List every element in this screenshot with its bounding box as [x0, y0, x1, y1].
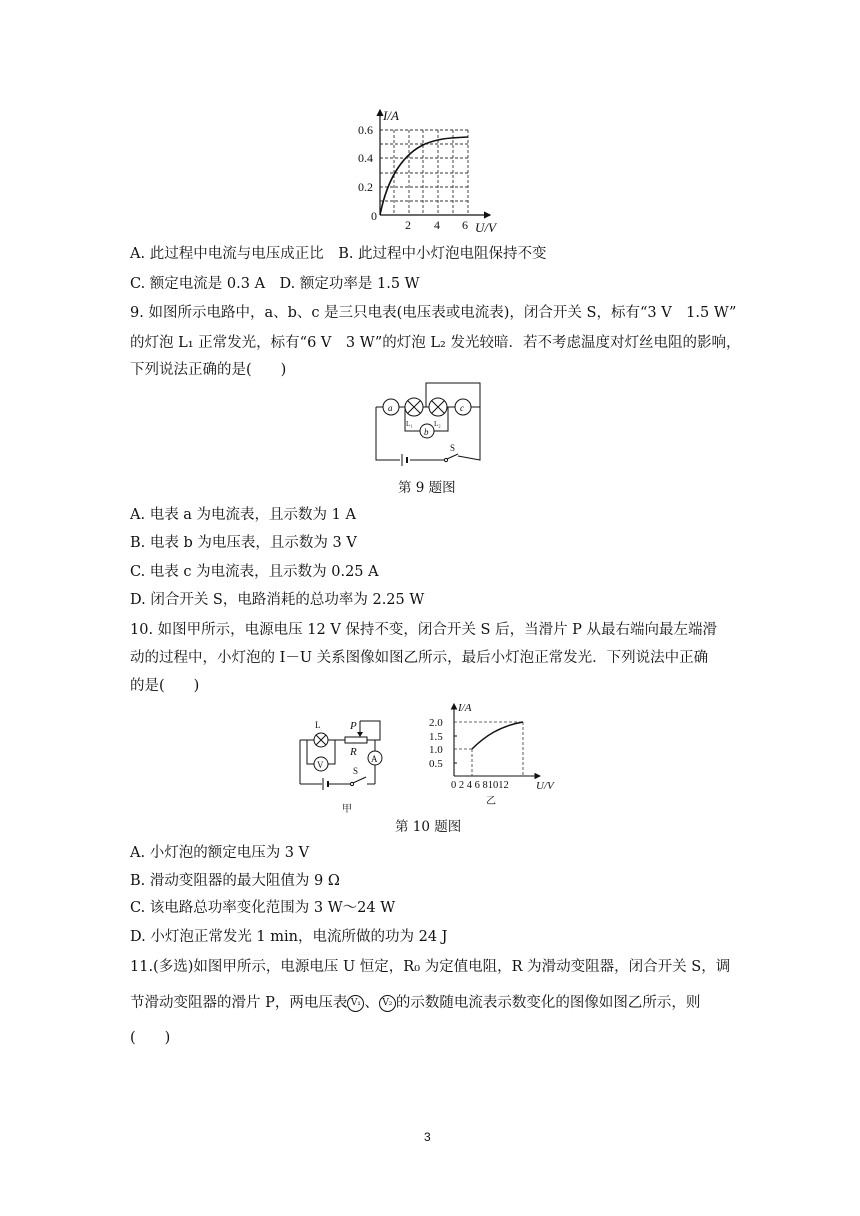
q10-option-c: C. 该电路总功率变化范围为 3 W～24 W [130, 900, 396, 916]
q8-y-tick: 0.6 [358, 123, 373, 137]
q10-switch-label: S [353, 766, 359, 776]
q9-meter-b-label: b [424, 427, 429, 437]
q10-option-b: B. 滑动变阻器的最大阻值为 9 Ω [130, 873, 340, 889]
q10-x-axis-label: U/V [536, 780, 554, 792]
page-number: 3 [424, 1130, 431, 1144]
q9-option-d: D. 闭合开关 S，电路消耗的总功率为 2.25 W [130, 592, 425, 608]
q10-x-ticks: 0 2 4 6 81012 [451, 780, 509, 791]
q9-stem-line2: 的灯泡 L₁ 正常发光，标有“6 V 3 W”的灯泡 L₂ 发光较暗．若不考虑温度对灯丝电阻的影响， [130, 335, 741, 351]
q10-ammeter-label: A [371, 754, 378, 764]
q11-separator: 、 [364, 995, 379, 1011]
q9-meter-a-label: a [388, 403, 393, 413]
q10-y-tick: 2.0 [429, 717, 443, 729]
q10-fig-jia-label: 甲 [342, 804, 352, 815]
q10-y-tick: 0.5 [429, 758, 443, 770]
q10-slider-label: P [350, 720, 357, 732]
q11-stem-line2 [130, 993, 700, 1013]
q10-voltmeter-label: V [317, 760, 324, 770]
q9-stem-line3: 下列说法正确的是( ) [130, 362, 287, 378]
q9-stem-line1: 9. 如图所示电路中，a、b、c 是三只电表(电压表或电流表)，闭合开关 S，标有“3 V 1.5 W” [130, 305, 737, 321]
q10-y-tick: 1.0 [429, 744, 443, 756]
q10-rheostat-label: R [350, 746, 357, 758]
q9-option-c: C. 电表 c 为电流表，且示数为 0.25 A [130, 564, 379, 580]
q8-origin-label: 0 [371, 209, 377, 223]
voltmeter-v2-icon: V₂ [379, 995, 396, 1012]
q8-x-tick: 2 [405, 218, 411, 232]
q10-iu-graph-yi [420, 700, 570, 810]
q9-lamp1-label: L₁ [406, 420, 413, 428]
q10-fig-yi-label: 乙 [486, 796, 496, 807]
q9-lamp2-label: L₂ [434, 420, 441, 428]
q10-stem-line3: 的是( ) [130, 678, 200, 694]
q10-option-d: D. 小灯泡正常发光 1 min，电流所做的功为 24 J [130, 929, 448, 945]
q8-y-tick: 0.4 [358, 151, 373, 165]
q9-option-b: B. 电表 b 为电压表，且示数为 3 V [130, 535, 357, 551]
q9-figure-caption: 第 9 题图 [398, 480, 456, 496]
q11-text-part2: 的示数随电流表示数变化的图像如图乙所示，则 [395, 995, 701, 1011]
q10-y-tick: 1.5 [429, 731, 443, 743]
q8-x-axis-label: U/V [475, 220, 496, 235]
q10-circuit-jia [290, 716, 390, 816]
q10-stem-line2: 动的过程中，小灯泡的 I－U 关系图像如图乙所示，最后小灯泡正常发光．下列说法中正确 [130, 650, 709, 666]
q9-meter-c-label: c [460, 403, 464, 413]
q11-text-part1: 节滑动变阻器的滑片 P，两电压表 [130, 995, 348, 1011]
q9-circuit-diagram [372, 378, 484, 466]
q11-stem-line3: ( ) [130, 1030, 171, 1046]
q8-y-axis-label: I/A [383, 108, 399, 123]
q9-option-a: A. 电表 a 为电流表，且示数为 1 A [130, 507, 356, 523]
q10-stem-line1: 10. 如图甲所示，电源电压 12 V 保持不变，闭合开关 S 后，当滑片 P 从最右端向最左端滑 [130, 622, 718, 638]
q11-stem-line1: 11.(多选)如图甲所示，电源电压 U 恒定，R₀ 为定值电阻，R 为滑动变阻器，闭合开关 S，调 [130, 959, 731, 975]
q10-option-a: A. 小灯泡的额定电压为 3 V [130, 845, 310, 861]
q8-x-tick: 6 [462, 218, 468, 232]
q10-figure-caption: 第 10 题图 [395, 819, 462, 835]
q8-x-tick: 4 [434, 218, 440, 232]
q8-iu-graph [350, 105, 510, 235]
voltmeter-v1-icon: V₁ [347, 995, 364, 1012]
q8-options-line1: A. 此过程中电流与电压成正比 B. 此过程中小灯泡电阻保持不变 [130, 246, 547, 262]
q8-options-line2: C. 额定电流是 0.3 A D. 额定功率是 1.5 W [130, 276, 420, 292]
q10-y-axis-label: I/A [458, 702, 472, 714]
q8-y-tick: 0.2 [358, 180, 373, 194]
q9-switch-label: S [450, 443, 456, 453]
q10-lamp-label: L [315, 720, 321, 730]
